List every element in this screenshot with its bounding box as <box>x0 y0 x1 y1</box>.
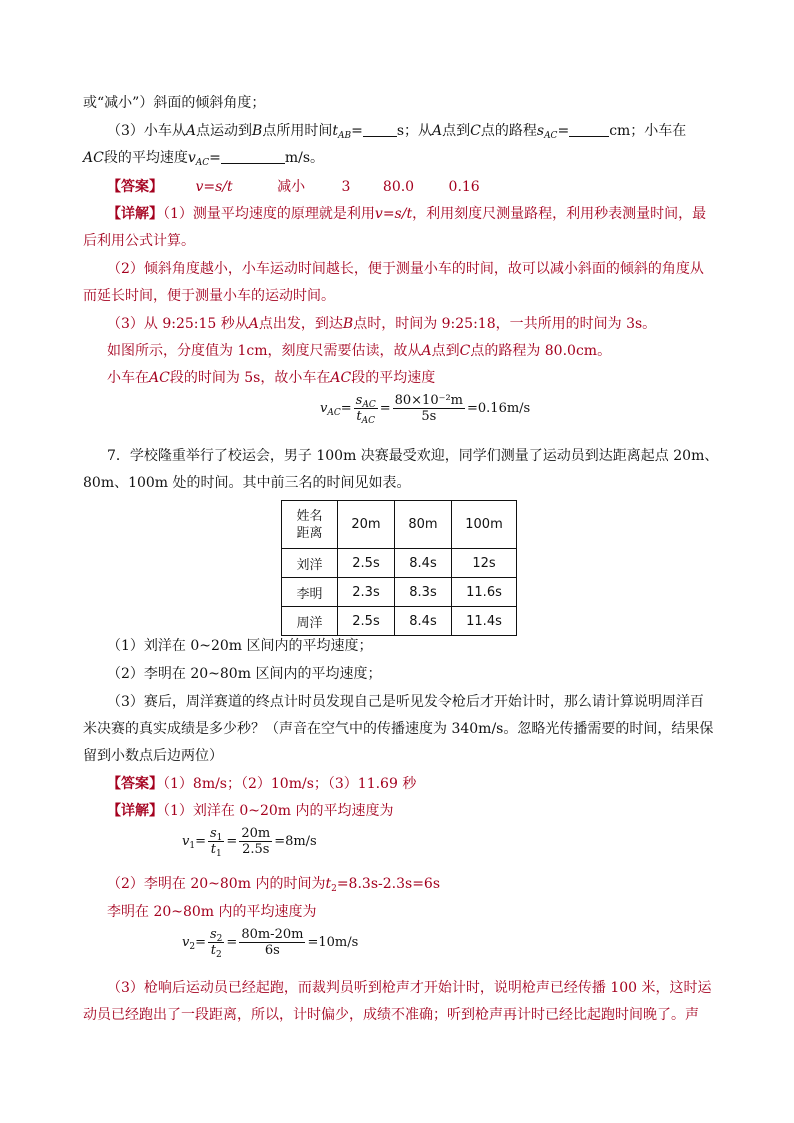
corner-top: 姓名 <box>296 508 323 524</box>
text-span: （3）小车从 <box>107 123 186 139</box>
text-span: 后利用公式计算。 <box>83 233 195 249</box>
text-span: （1）刘洋在 0~20m 内的平均速度为 <box>163 803 394 819</box>
symbol-sub: AC <box>361 416 375 426</box>
table-header-cell: 20m <box>338 501 395 549</box>
answer-line <box>107 774 416 794</box>
symbol: s <box>210 826 217 841</box>
formula-v2 <box>182 927 358 958</box>
symbol-sub: 2 <box>189 942 196 952</box>
symbol: t <box>356 409 362 424</box>
detail-line <box>107 341 611 361</box>
table-header-cell: 80m <box>395 501 452 549</box>
detail-label: 【详解】 <box>107 803 163 819</box>
fraction <box>208 826 224 857</box>
text-span: 点的路程 <box>480 123 537 139</box>
answer-label: 【答案】 <box>107 776 163 792</box>
detail-line <box>83 231 195 251</box>
text-span: =8.3s-2.3s=6s <box>336 876 441 892</box>
text-span: （2）李明在 20~80m 区间内的平均速度； <box>107 666 382 682</box>
text-span: 点到 <box>442 123 471 139</box>
detail-line <box>83 286 335 306</box>
answer-label: 【答案】 <box>107 179 163 195</box>
text-span: （1）测量平均速度的原理就是利用 <box>163 206 375 222</box>
text-span: （2）倾斜角度越小，小车运动时间越长，便于测量小车的时间，故可以减小斜面的倾斜的角度从 <box>107 261 704 277</box>
answer-value: （1）8m/s；（2）10m/s；（3）11.69 秒 <box>163 776 417 792</box>
symbol-sub: 1 <box>216 833 223 843</box>
table-cell: 2.5s <box>338 607 395 636</box>
text-span: 李明在 20~80m 内的平均速度为 <box>107 904 317 920</box>
detail-line <box>107 902 317 922</box>
text-span: = <box>351 123 363 139</box>
symbol: v <box>320 401 328 416</box>
equals: = <box>379 401 391 416</box>
symbol-sub: AB <box>337 131 352 141</box>
question-3-line1 <box>107 121 686 141</box>
table-cell: 2.3s <box>338 578 395 607</box>
text-span: 7．学校隆重举行了校运会，男子 100m 决赛最受欢迎，同学们测量了运动员到达距离起点 20m、 <box>107 448 719 464</box>
answer-value: 0.16 <box>448 179 480 195</box>
table-cell-name: 周洋 <box>282 607 338 636</box>
text-span: 点时，时间为 9:25:18，一共所用的时间为 3s。 <box>353 316 657 332</box>
sub-question <box>83 746 223 766</box>
symbol-sub: 2 <box>215 950 222 960</box>
point-label: A <box>185 123 197 139</box>
point-label: B <box>342 316 354 332</box>
equals: = <box>226 834 238 849</box>
text-span: 动员已经跑出了一段距离，所以，计时偏少，成绩不准确；听到枪声再计时已经比起跑时间晚了。声 <box>83 1007 699 1023</box>
text-span: 段的时间为 5s，故小车在 <box>169 370 331 386</box>
result: =8m/s <box>274 834 317 849</box>
text-span: s；从 <box>396 123 433 139</box>
text-span: （3）赛后，周洋赛道的终点计时员发现自己是听见发令枪后才开始计时，那么请计算说明周洋百 <box>107 694 704 710</box>
symbol-sub: 2 <box>331 884 337 894</box>
equals: = <box>195 834 206 849</box>
equals: = <box>195 935 206 950</box>
symbol-sub: AC <box>362 400 376 410</box>
point-label: C <box>470 123 481 139</box>
answer-blank <box>569 122 609 137</box>
table-cell: 11.4s <box>452 607 517 636</box>
segment-label: AC <box>149 370 170 386</box>
symbol-sub: 1 <box>189 841 196 851</box>
text-span: 80m、100m 处的时间。其中前三名的时间见如表。 <box>83 475 411 491</box>
answer-value: 减小 <box>277 179 306 195</box>
text-span: 点出发，到达 <box>258 316 343 332</box>
table-cell: 8.4s <box>395 607 452 636</box>
text-span: 留到小数点后边两位） <box>83 748 223 764</box>
text-span: （3）从 9:25:15 秒从 <box>107 316 249 332</box>
text-span: （1）刘洋在 0~20m 区间内的平均速度； <box>107 638 373 654</box>
table-cell: 11.6s <box>452 578 517 607</box>
question-7-line2 <box>83 473 411 493</box>
table-cell-name: 李明 <box>282 578 338 607</box>
text-span: 如图所示，分度值为 1cm，刻度尺需要估读，故从 <box>107 343 422 359</box>
text-span: 点的路程为 80.0cm。 <box>470 343 612 359</box>
text-span: 段的平均速度 <box>351 370 436 386</box>
text-span: 米决赛的真实成绩是多少秒？（声音在空气中的传播速度为 340m/s。忽略光传播需要的时间，结果保 <box>83 721 714 737</box>
point-label: C <box>459 343 471 359</box>
text-span: （2）李明在 20~80m 内的时间为 <box>107 876 326 892</box>
denominator: 5s <box>421 409 437 424</box>
text-span: cm；小车在 <box>609 123 687 139</box>
symbol: s <box>210 927 217 942</box>
symbol-sub: AC <box>327 408 341 418</box>
symbol: s <box>355 393 363 408</box>
table-header-row <box>282 501 517 549</box>
detail-line <box>107 801 394 821</box>
text-span: 小车在 <box>107 370 149 386</box>
denominator: 2.5s <box>242 842 270 857</box>
question-7-line1 <box>107 446 718 466</box>
detail-line <box>107 314 656 334</box>
fraction <box>239 826 272 857</box>
text-span: 或“减小”）斜面的倾斜角度； <box>83 95 266 111</box>
detail-line <box>107 204 706 224</box>
formula-v1 <box>182 826 317 857</box>
text-span: 点所用时间 <box>262 123 333 139</box>
answer-blank <box>221 149 285 164</box>
answer-value: 80.0 <box>382 179 415 195</box>
fraction <box>354 393 378 424</box>
sub-question <box>107 692 704 712</box>
text-span: 而延长时间，便于测量小车的运动时间。 <box>83 288 335 304</box>
symbol: t <box>210 842 216 857</box>
detail-label: 【详解】 <box>107 206 163 222</box>
detail-line <box>83 1005 699 1025</box>
table-header-cell: 100m <box>452 501 517 549</box>
symbol: t <box>332 123 338 139</box>
text-span: 点到 <box>431 343 460 359</box>
point-label: A <box>421 343 432 359</box>
corner-bottom: 距离 <box>296 525 323 541</box>
point-label: B <box>252 123 263 139</box>
detail-line <box>107 874 440 894</box>
symbol: s <box>536 123 545 139</box>
detail-line <box>107 259 704 279</box>
fraction <box>393 393 465 424</box>
text-span: 段的平均速度 <box>103 150 188 166</box>
equals: = <box>226 935 238 950</box>
equals: = <box>340 401 352 416</box>
detail-line <box>107 368 435 388</box>
result: =0.16m/s <box>467 401 531 416</box>
answer-value: 3 <box>341 179 351 195</box>
fraction <box>239 927 305 958</box>
table-cell-name: 刘洋 <box>282 549 338 578</box>
sub-question <box>83 719 713 739</box>
table-cell: 12s <box>452 549 517 578</box>
sub-question <box>107 664 381 684</box>
table-cell: 2.5s <box>338 549 395 578</box>
answer-value: v=s/t <box>195 179 233 195</box>
symbol-sub: AC <box>195 158 210 168</box>
symbol: v <box>187 150 196 166</box>
sub-question <box>107 636 373 656</box>
results-table <box>281 500 517 636</box>
text-span: m/s。 <box>284 150 325 166</box>
formula-inline: v=s/t <box>374 206 413 222</box>
answer-blank <box>363 122 397 137</box>
detail-line <box>107 978 712 998</box>
symbol-sub: 1 <box>215 849 222 859</box>
table-corner-cell <box>282 501 338 549</box>
table-row <box>282 578 517 607</box>
symbol-sub: 2 <box>216 934 223 944</box>
formula-vac <box>320 393 530 424</box>
table-cell: 8.3s <box>395 578 452 607</box>
symbol-sub: AC <box>544 131 558 141</box>
symbol: v <box>182 834 190 849</box>
symbol: t <box>210 943 216 958</box>
text-line <box>83 93 265 113</box>
question-3-line2 <box>83 148 324 168</box>
numerator: 20m <box>241 826 271 841</box>
result: =10m/s <box>307 935 359 950</box>
fraction <box>208 927 224 958</box>
segment-label: AC <box>83 150 104 166</box>
table-row <box>282 607 517 636</box>
point-label: A <box>248 316 259 332</box>
segment-label: AC <box>330 370 352 386</box>
text-span: = <box>209 150 221 166</box>
table-cell: 8.4s <box>395 549 452 578</box>
answer-line <box>107 177 480 197</box>
text-span: 点运动到 <box>196 123 253 139</box>
text-span: = <box>557 123 570 139</box>
text-span: ，利用刻度尺测量路程，利用秒表测量时间，最 <box>412 206 707 222</box>
denominator: 6s <box>264 943 280 958</box>
table-row <box>282 549 517 578</box>
numerator: 80m-20m <box>241 927 304 942</box>
symbol: v <box>182 935 190 950</box>
symbol: t <box>325 876 332 892</box>
text-span: （3）枪响后运动员已经起跑，而裁判员听到枪声才开始计时，说明枪声已经传播 100 米，这时运 <box>107 980 712 996</box>
numerator: 80×10⁻²m <box>394 393 464 408</box>
point-label: A <box>432 123 443 139</box>
